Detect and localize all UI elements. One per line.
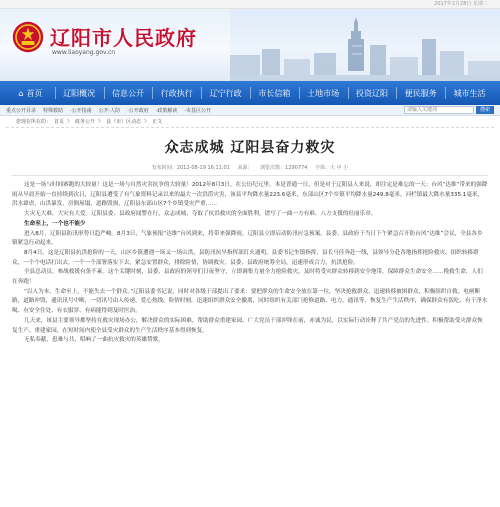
current-date: 2017年2月28日 星期二 <box>434 1 488 7</box>
top-date-bar <box>0 0 500 9</box>
home-icon: ⌂ <box>18 88 24 98</box>
breadcrumb-label: 您现在所在的： <box>16 119 52 125</box>
nav-item-land-market[interactable] <box>299 81 348 105</box>
nav-label: 辽阳概况 <box>63 88 96 98</box>
article-paragraph: “以人为本，生命至上，不能失去一个群众。”辽阳县委书记说，同时对各级干部提出了要求：要把群众的生命安全放在第一位，坚决抢救群众，迅速转移被困群众，积极组织自救。电闸断路，道路冲毁，通讯讯号中断，一切讯号由人传递，爱心热线，险情时刻，迅速组织群众安全撤离，同时组织有关部门抢修道路、电力、通讯等，恢复生产生活秩序，确保群众有饭吃、有干净水喝、有安全住处、有衣服穿、有病能得到及时医治。 <box>12 288 488 315</box>
sub-link[interactable]: ·公开指南 <box>70 107 92 114</box>
article-paragraph: 8月4日，这是辽阳县抗洪抢险的一天，山区乡镇遭遇一场又一场山洪，县防汛抗旱指挥部灯火通明，县委书记坐镇指挥，县长马佳奔赴一线，县领导分赴各地指挥抢险救灾、组织转移群众，一个个电话打出去，一个一个部署落实下去，紧急安置群众，排除险情，协调救灾。县委、县政府统筹全局，迅速形成合力，抗洪抢险。 <box>12 249 479 266</box>
sub-link[interactable]: ·市县区公开 <box>184 107 211 114</box>
article-paragraph: 无私奉献，患难与共，唱响了一曲抗灾救灾的英雄赞歌。 <box>24 337 164 344</box>
national-emblem-icon <box>12 21 44 53</box>
breadcrumb <box>6 116 494 128</box>
sub-link[interactable]: ·政策解读 <box>155 107 178 114</box>
nav-item-info-public[interactable] <box>104 81 153 105</box>
city-skyline-illustration <box>230 9 500 81</box>
sub-link[interactable]: 公开·人防 <box>98 107 121 114</box>
article-paragraph: 几天来，该县主要领导都坚持在救灾现场办公，解决群众的实际困难，帮助群众重建家园。广大党员干部冲锋在前，赤诚为民，以实际行动诠释了共产党员的先进性。积极帮助受灾群众恢复生产、重建家园，在短时间内使全县受灾群众的生产生活秩序基本得到恢复。 <box>12 317 483 334</box>
nav-item-city-life[interactable] <box>445 81 494 105</box>
nav-label: 市长信箱 <box>258 88 291 98</box>
site-url: www.liaoyang.gov.cn <box>52 49 116 56</box>
sub-nav-bar <box>0 105 500 116</box>
search-button[interactable]: 搜索 <box>476 106 494 114</box>
nav-item-administration[interactable] <box>152 81 201 105</box>
nav-item-investment[interactable] <box>348 81 397 105</box>
nav-label: 投资辽阳 <box>355 88 388 98</box>
breadcrumb-separator: 》 <box>144 119 150 125</box>
nav-item-home[interactable] <box>6 81 55 105</box>
article-body <box>12 181 488 346</box>
article-paragraph: 进入8月，辽阳县防汛形势日趋严峻。8月3日，气象预报“达维”台风到来，将带来强降雨。辽阳县立即启动防汛应急预案，县委、县政府于当日下午紧急召开防台风“达维”会议，全县各乡镇紧急行动起来。 <box>12 230 483 247</box>
article-meta <box>12 164 488 176</box>
nav-label: 辽宁行政 <box>209 88 242 98</box>
nav-label: 首页 <box>26 88 43 98</box>
article-paragraph: 全县总动员，参战救援有条不紊。这个关键时刻，县委、县政府的领导们日夜坚守，立即调集力量全力抢险救灾，及时将受灾群众转移到安全地带，保障群众生命安全……挽救生命，人们在奔跑！ <box>12 269 483 286</box>
nav-item-liaoning-admin[interactable] <box>201 81 250 105</box>
site-title: 辽阳市人民政府 <box>50 26 197 50</box>
nav-label: 城市生活 <box>453 88 486 98</box>
font-size-switch[interactable]: 字体：大 中 小 <box>315 165 349 171</box>
breadcrumb-separator: 》 <box>67 119 73 125</box>
sub-link[interactable]: 特殊救助 <box>43 107 64 114</box>
nav-item-mayor-mailbox[interactable] <box>250 81 299 105</box>
article-paragraph: 大灾无大难，大灾有大爱。辽阳县委、县政府闻警在行，众志成城，夺取了抗洪救灾的全面胜利，谱写了一曲一方有难、八方支援的壮丽乐章。 <box>24 211 377 218</box>
nav-label: 信息公开 <box>111 88 144 98</box>
article <box>0 137 500 346</box>
publish-date: 发布时间：2012-08-19 16:11:01 <box>151 165 230 171</box>
nav-label: 行政执行 <box>160 88 193 98</box>
breadcrumb-home[interactable]: 首页 <box>54 119 65 125</box>
nav-label: 土地市场 <box>307 88 340 98</box>
view-count: 浏览次数：1290774 <box>260 165 308 171</box>
main-nav <box>0 81 500 105</box>
sub-link[interactable]: ·公开政府 <box>127 107 149 114</box>
breadcrumb-current: 正文 <box>152 119 163 125</box>
site-banner <box>0 9 500 81</box>
article-subheading: 生命至上，一个也不能少 <box>24 220 86 227</box>
article-paragraph: 这是一场与时间赛跑的大较量！这是一场与自然灾害抗争的大较量！2012年8月3日，在公历纪元里，本是普通一日，但是对于辽阳县人来说，却注定是难忘的一天：台风“达维”带来的强降雨从早晨开始一直持续到次日，辽阳县遭受了有气象资料记录以来的最大一次洪涝灾害，该县平均降水量223.6毫米，东部山区7个乡镇平均降水量249.8毫米，河栏镇最大降水量335.1毫米，洪水肆虐，山洪暴发，房倒屋塌，道路毁损，辽阳县东部山区7个乡镇受灾严重…… <box>12 182 488 208</box>
article-title: 众志成城 辽阳县奋力救灾 <box>164 140 336 156</box>
nav-item-overview[interactable] <box>55 81 104 105</box>
breadcrumb-gov-affairs[interactable]: 政务公开 <box>75 119 96 125</box>
nav-item-services[interactable] <box>396 81 445 105</box>
search-input[interactable] <box>404 106 474 114</box>
sub-link[interactable]: 重点公开目录 <box>6 107 37 114</box>
breadcrumb-separator: 》 <box>98 119 104 125</box>
article-source: 来源： <box>237 165 253 171</box>
breadcrumb-county-news[interactable]: 县（市）区动态 <box>106 119 142 125</box>
nav-label: 便民服务 <box>404 88 437 98</box>
